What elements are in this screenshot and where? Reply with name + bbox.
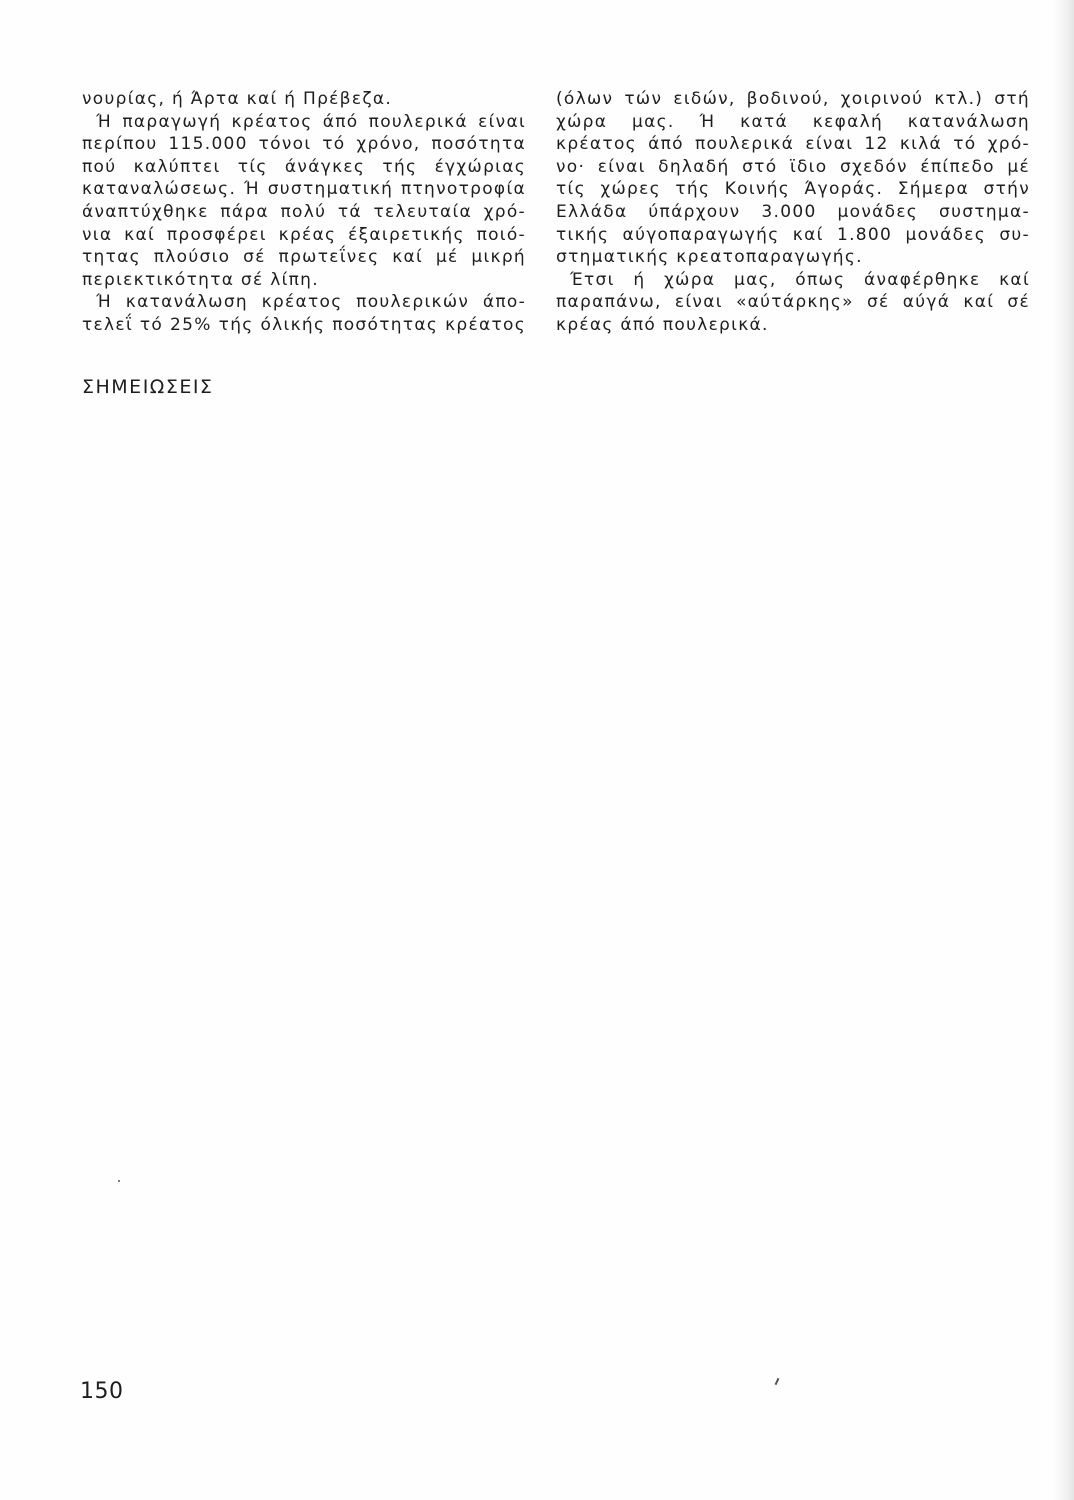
scan-speck <box>118 1180 120 1182</box>
text-line: τίς χώρες τής Κοινής Άγοράς. Σήμερα στήν <box>556 179 1030 200</box>
text-line: Ή παραγωγή κρέατος άπό πουλερικά είναι <box>96 111 526 132</box>
text-line: παραπάνω, είναι «αύτάρκης» σέ αύγά καί σέ <box>556 292 1030 313</box>
text-line: στηματικής κρεατοπαραγωγής. <box>556 247 863 268</box>
text-line: άναπτύχθηκε πάρα πολύ τά τελευταία χρό- <box>82 201 526 222</box>
text-line: νια καί προσφέρει κρέας έξαιρετικής ποιό- <box>82 224 526 245</box>
text-line: τικής αύγοπαραγωγής καί 1.800 μονάδες συ- <box>556 224 1030 245</box>
page-number: 150 <box>80 1379 124 1404</box>
text-line: περίπου 115.000 τόνοι τό χρόνο, ποσότητα <box>82 134 526 155</box>
text-line: Ελλάδα ύπάρχουν 3.000 μονάδες συστημα- <box>556 201 1030 222</box>
text-line: κρέατος άπό πουλερικά είναι 12 κιλά τό χρό- <box>556 134 1030 155</box>
text-line: νο· είναι δηλαδή στό ϊδιο σχεδόν έπίπεδο μέ <box>556 156 1030 177</box>
text-line: τητας πλούσιο σέ πρωτεΐνες καί μέ μικρή <box>82 247 526 268</box>
text-line: νουρίας, ή Άρτα καί ή Πρέβεζα. <box>82 89 393 109</box>
text-line: πού καλύπτει τίς άνάγκες τής έγχώριας <box>82 156 526 177</box>
text-line: Έτσι ή χώρα μας, όπως άναφέρθηκε καί <box>570 269 1030 290</box>
scan-speck <box>775 1378 780 1385</box>
text-line: κρέας άπό πουλερικά. <box>556 314 769 335</box>
text-line: τελεΐ τό 25% τής όλικής ποσότητας κρέατος <box>82 314 526 335</box>
right-text-column <box>556 88 1030 337</box>
scan-edge-shadow <box>1052 0 1074 1500</box>
notes-heading: ΣΗΜΕΙΩΣΕΙΣ <box>82 376 214 398</box>
left-text-column <box>82 88 526 337</box>
text-line: περιεκτικότητα σέ λίπη. <box>82 269 319 290</box>
text-line: καταναλώσεως. Ή συστηματική πτηνοτροφία <box>82 179 526 200</box>
text-line: (όλων τών ειδών, βοδινού, χοιρινού κτλ.) στή <box>556 89 1030 109</box>
text-line: χώρα μας. Ή κατά κεφαλή κατανάλωση <box>556 111 1030 132</box>
text-line: Ή κατανάλωση κρέατος πουλερικών άπο- <box>96 292 526 313</box>
